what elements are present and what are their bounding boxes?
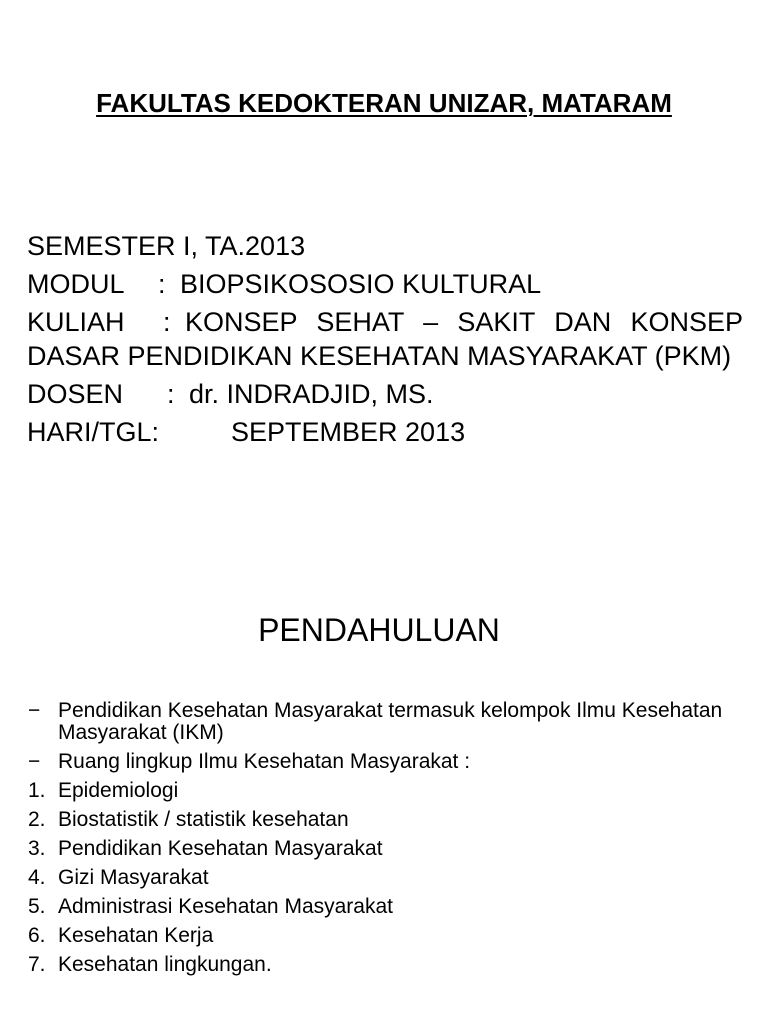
list-item-marker: 6.: [28, 924, 46, 947]
modul-value: BIOPSIKOSOSIO KULTURAL: [180, 269, 542, 299]
section-title: PENDAHULUAN: [258, 612, 500, 648]
list-item-marker: 3.: [28, 837, 46, 860]
list-item: [28, 925, 728, 947]
hari-label: HARI/TGL:: [27, 417, 160, 447]
list-item-marker: 5.: [28, 895, 46, 918]
list-item-marker: 1.: [28, 779, 46, 802]
list-item: [28, 751, 728, 773]
dosen-value: dr. INDRADJID, MS.: [189, 379, 434, 409]
list-item-text: Ruang lingkup Ilmu Kesehatan Masyarakat :: [58, 750, 471, 773]
modul-line: [27, 267, 743, 301]
course-info: [27, 229, 743, 453]
kuliah-value: KONSEP SEHAT – SAKIT DAN KONSEP DASAR PENDIDIKAN KESEHATAN MASYARAKAT (PKM): [27, 307, 743, 371]
list-item: [28, 954, 728, 976]
list-item-text: Administrasi Kesehatan Masyarakat: [58, 895, 393, 918]
list-item-text: Pendidikan Kesehatan Masyarakat: [58, 837, 383, 860]
list-item: [28, 780, 728, 802]
list-item: [28, 700, 728, 744]
dosen-line: [27, 377, 743, 411]
list-item: [28, 809, 728, 831]
list-item-text: Kesehatan Kerja: [58, 924, 214, 947]
faculty-title: FAKULTAS KEDOKTERAN UNIZAR, MATARAM: [96, 88, 672, 118]
kuliah-label: KULIAH: [27, 307, 125, 337]
dosen-separator: :: [167, 379, 175, 409]
kuliah-separator: :: [163, 307, 171, 337]
list-item-marker: 2.: [28, 808, 46, 831]
list-item-text: Epidemiologi: [58, 779, 179, 802]
topic-list: [28, 700, 728, 983]
hari-value: SEPTEMBER 2013: [231, 417, 466, 447]
list-item: [28, 838, 728, 860]
list-item-marker: −: [28, 750, 41, 773]
list-item-marker: 4.: [28, 866, 46, 889]
list-item-text: Gizi Masyarakat: [58, 866, 209, 889]
list-item-text: Biostatistik / statistik kesehatan: [58, 808, 349, 831]
list-item: [28, 896, 728, 918]
list-item-text: Kesehatan lingkungan.: [58, 953, 272, 976]
hari-line: [27, 415, 743, 449]
list-item-text: Pendidikan Kesehatan Masyarakat termasuk kelompok Ilmu Kesehatan Masyarakat (IKM): [58, 699, 723, 744]
modul-label: MODUL: [27, 269, 125, 299]
semester-line: SEMESTER I, TA.2013: [27, 231, 306, 261]
kuliah-line: [27, 305, 743, 373]
modul-separator: :: [158, 269, 166, 299]
list-item: [28, 867, 728, 889]
list-item-marker: −: [28, 699, 41, 722]
list-item-marker: 7.: [28, 953, 46, 976]
dosen-label: DOSEN: [27, 379, 124, 409]
